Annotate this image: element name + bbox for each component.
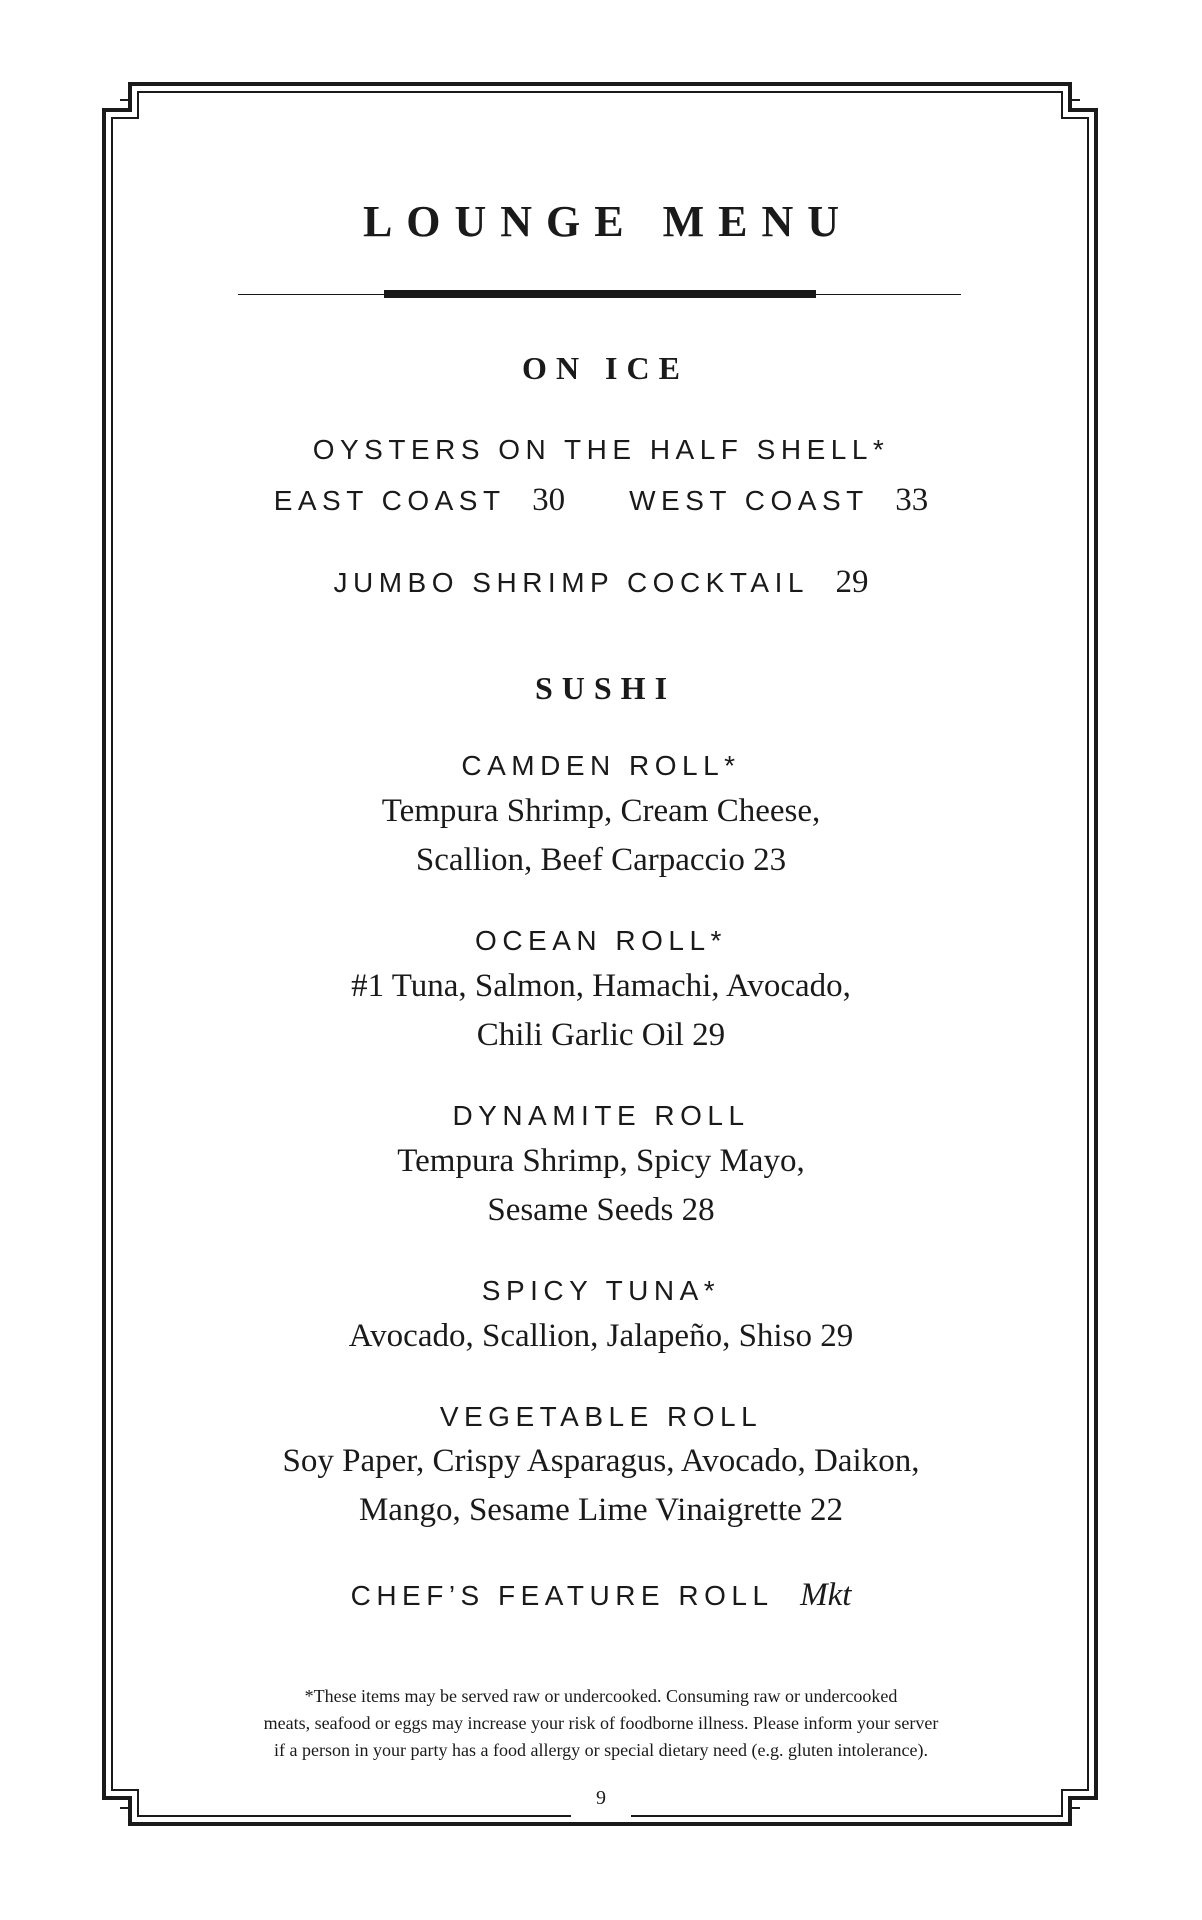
section-heading-on-ice: ON ICE bbox=[522, 350, 689, 386]
item-shrimp-price: 29 bbox=[835, 564, 869, 600]
item-oysters-name: OYSTERS ON THE HALF SHELL* bbox=[312, 434, 890, 465]
section-heading-sushi: SUSHI bbox=[534, 670, 677, 706]
item-vegetable-roll-desc-line: Soy Paper, Crispy Asparagus, Avocado, Daikon, bbox=[282, 1443, 920, 1479]
item-vegetable-roll-name: VEGETABLE ROLL bbox=[439, 1401, 763, 1432]
item-chefs-feature-roll bbox=[140, 1577, 1062, 1614]
oyster-west-price: 33 bbox=[895, 482, 929, 518]
item-ocean-roll-desc-line: Chili Garlic Oil 29 bbox=[476, 1017, 726, 1053]
oyster-east-label: EAST COAST bbox=[273, 485, 506, 516]
footnote-line: if a person in your party has a food allergy or special dietary need (e.g. gluten intolerance). bbox=[274, 1740, 928, 1760]
footnote-line: meats, seafood or eggs may increase your risk of foodborne illness. Please inform your server bbox=[263, 1713, 939, 1733]
item-chefs-feature-roll-name: CHEF’S FEATURE ROLL bbox=[350, 1580, 774, 1611]
item-spicy-tuna-name: SPICY TUNA* bbox=[481, 1275, 721, 1306]
item-ocean-roll-name: OCEAN ROLL* bbox=[475, 925, 727, 956]
item-shrimp bbox=[140, 564, 1062, 601]
oyster-west-label: WEST COAST bbox=[629, 485, 869, 516]
item-camden-roll-name: CAMDEN ROLL* bbox=[461, 750, 741, 781]
title-divider-thick bbox=[384, 290, 816, 298]
item-camden-roll-desc-line: Tempura Shrimp, Cream Cheese, bbox=[381, 793, 821, 829]
item-vegetable-roll-desc-line: Mango, Sesame Lime Vinaigrette 22 bbox=[358, 1492, 844, 1528]
page-number: 9 bbox=[596, 1787, 606, 1809]
item-chefs-feature-roll-price: Mkt bbox=[800, 1577, 852, 1613]
item-spicy-tuna-desc-line: Avocado, Scallion, Jalapeño, Shiso 29 bbox=[348, 1318, 854, 1354]
menu-title: LOUNGE MENU bbox=[362, 197, 854, 246]
oyster-east-coast bbox=[274, 482, 565, 519]
item-dynamite-roll-name: DYNAMITE ROLL bbox=[452, 1100, 750, 1131]
item-ocean-roll-desc-line: #1 Tuna, Salmon, Hamachi, Avocado, bbox=[351, 968, 851, 1004]
item-dynamite-roll-desc-line: Tempura Shrimp, Spicy Mayo, bbox=[397, 1143, 805, 1179]
oyster-variants bbox=[140, 482, 1062, 519]
footnote-line: *These items may be served raw or undercooked. Consuming raw or undercooked bbox=[304, 1686, 898, 1706]
allergy-footnote bbox=[140, 1683, 1062, 1764]
item-shrimp-name: JUMBO SHRIMP COCKTAIL bbox=[333, 567, 809, 598]
item-dynamite-roll-desc-line: Sesame Seeds 28 bbox=[487, 1192, 715, 1228]
oyster-east-price: 30 bbox=[532, 482, 566, 518]
item-camden-roll-desc-line: Scallion, Beef Carpaccio 23 bbox=[415, 842, 787, 878]
oyster-west-coast bbox=[629, 482, 928, 519]
